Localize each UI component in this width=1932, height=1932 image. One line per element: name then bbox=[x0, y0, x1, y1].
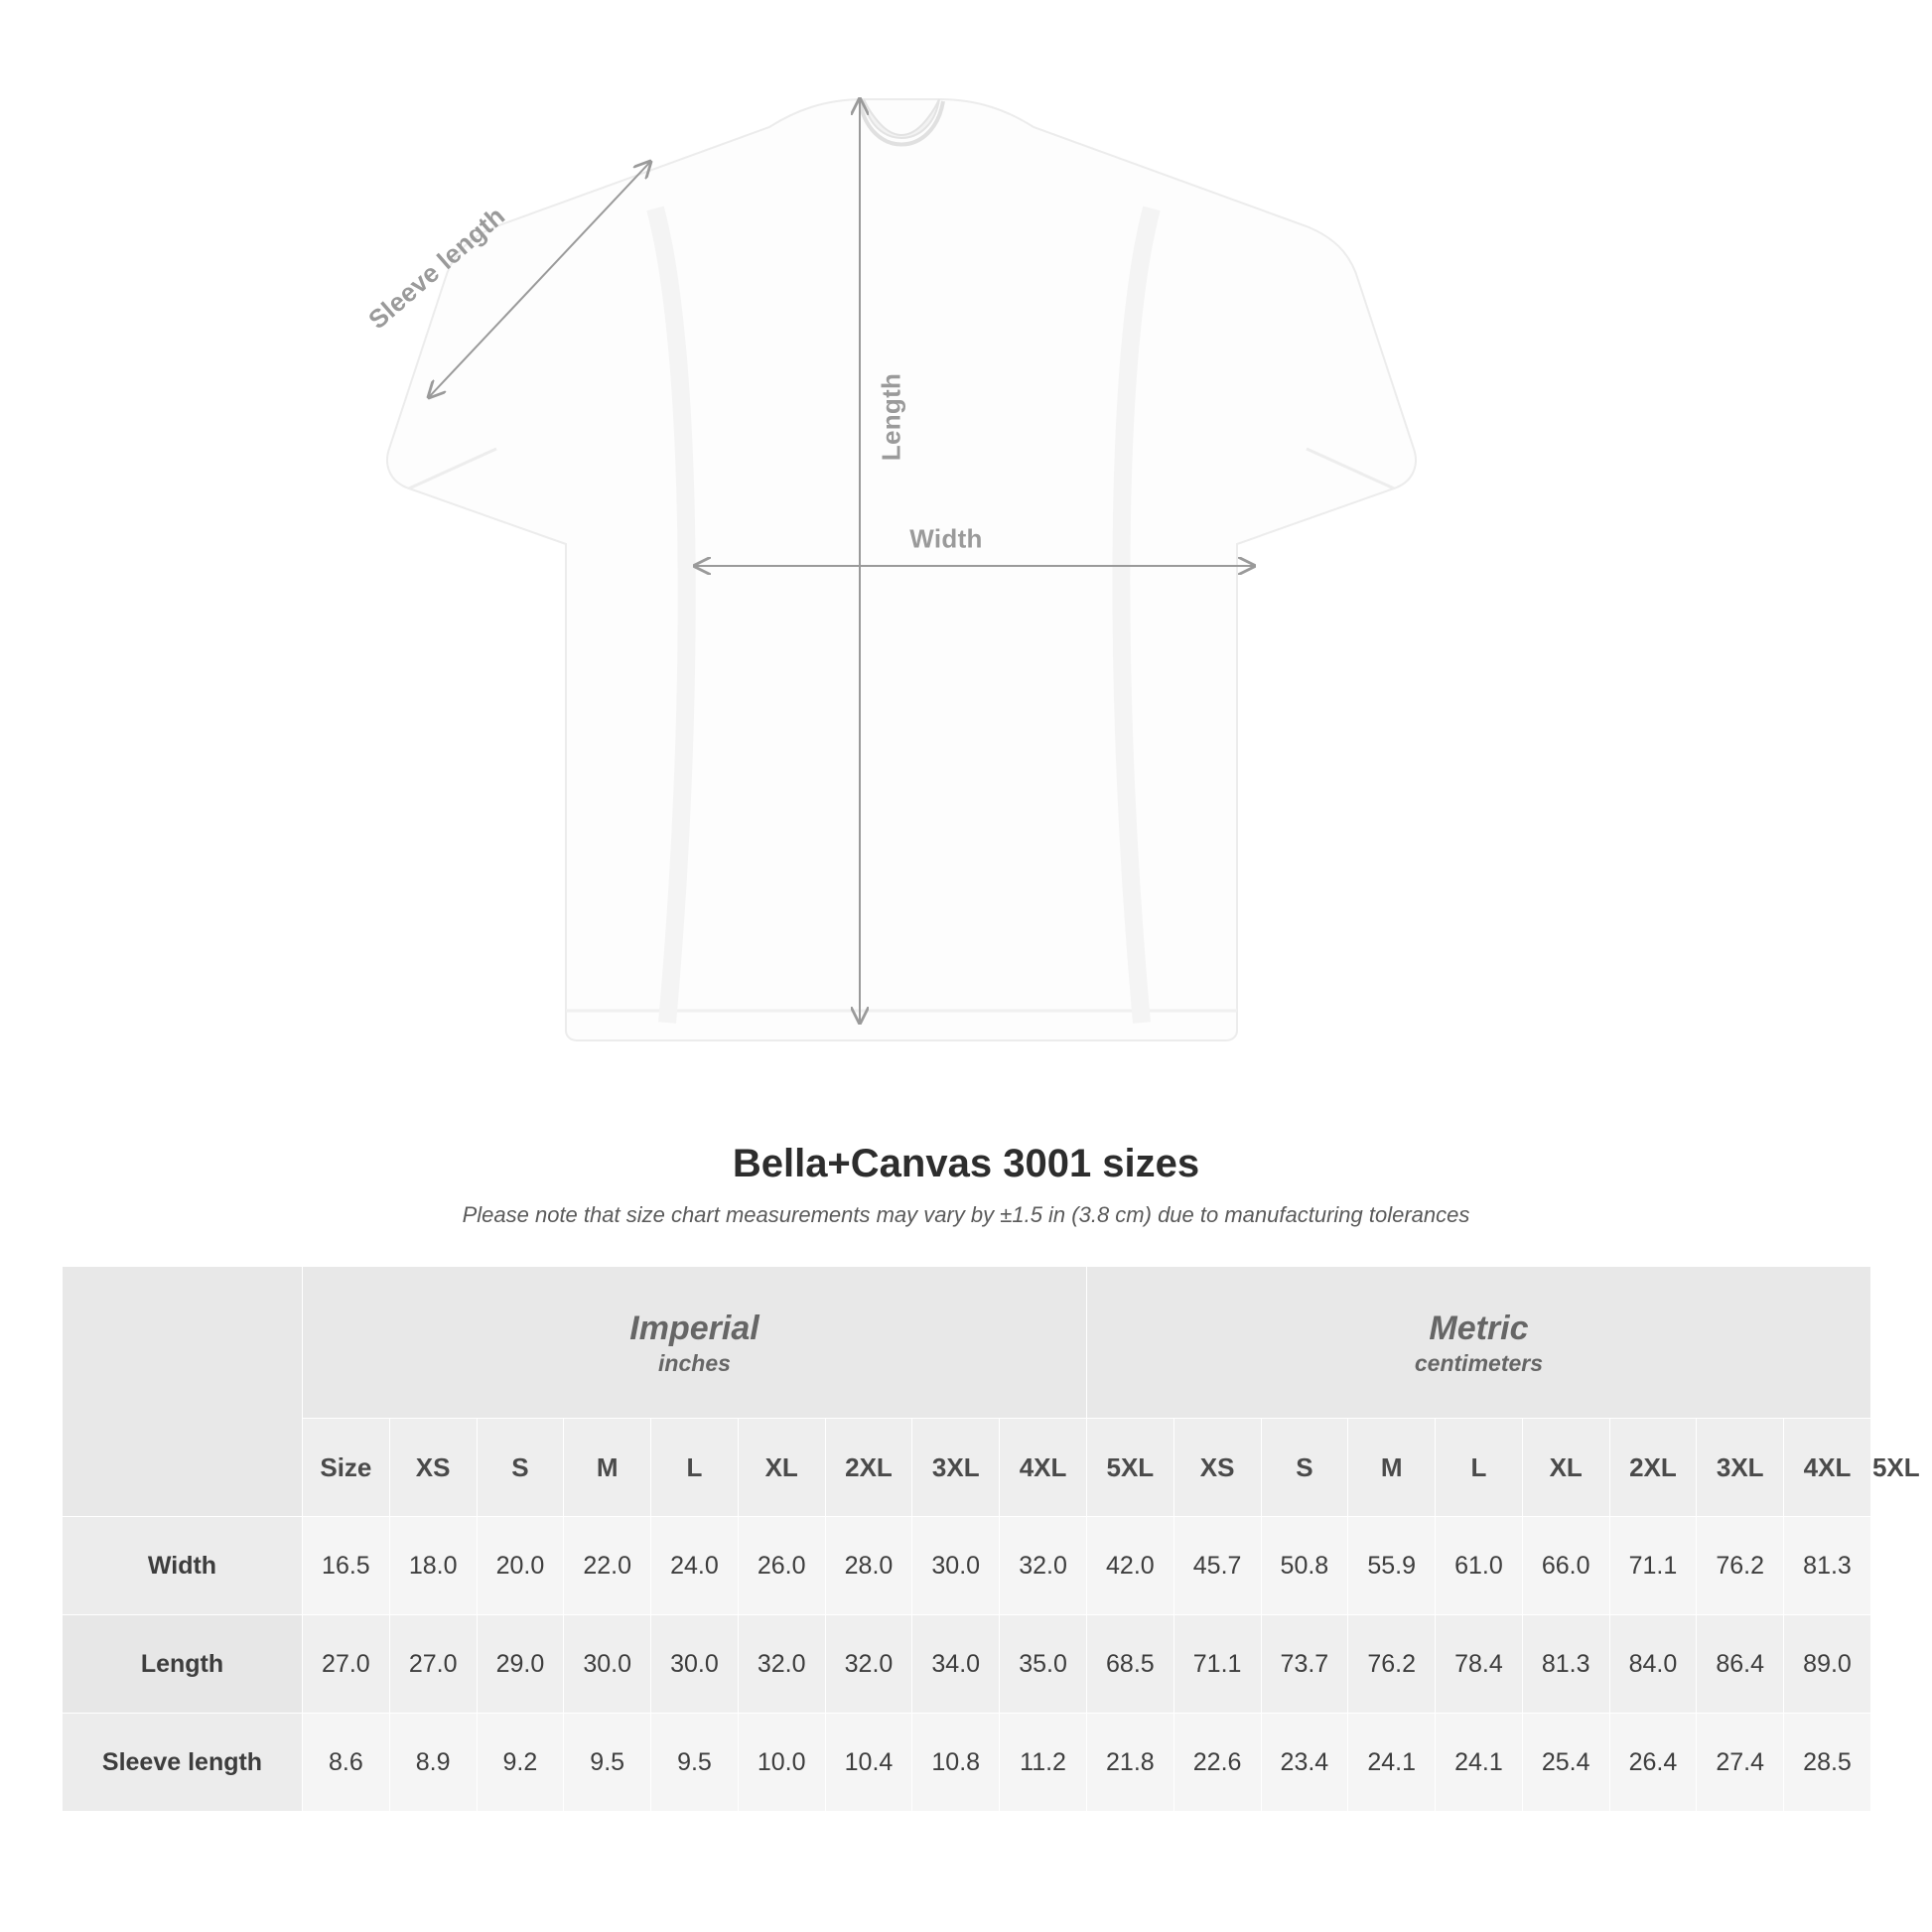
cell-0-16: 76.2 bbox=[1697, 1517, 1784, 1615]
cell-1-7: 34.0 bbox=[912, 1615, 1000, 1714]
metric-name: Metric bbox=[1429, 1310, 1529, 1348]
cell-0-5: 26.0 bbox=[738, 1517, 825, 1615]
table-row bbox=[63, 1714, 1871, 1812]
cell-2-9: 21.8 bbox=[1086, 1714, 1173, 1812]
size-chart-table bbox=[62, 1266, 1920, 1812]
column-header-size: Size bbox=[303, 1419, 390, 1517]
cell-0-7: 30.0 bbox=[912, 1517, 1000, 1615]
cell-1-14: 81.3 bbox=[1522, 1615, 1609, 1714]
column-header-size-12: L bbox=[1436, 1419, 1523, 1517]
cell-2-7: 10.8 bbox=[912, 1714, 1000, 1812]
column-header-size-16: 4XL bbox=[1784, 1419, 1871, 1517]
column-header-size-7: 4XL bbox=[1000, 1419, 1087, 1517]
column-header-size-1: S bbox=[477, 1419, 564, 1517]
cell-1-3: 30.0 bbox=[564, 1615, 651, 1714]
cell-0-13: 61.0 bbox=[1436, 1517, 1523, 1615]
cell-2-12: 24.1 bbox=[1348, 1714, 1436, 1812]
column-header-size-3: L bbox=[651, 1419, 739, 1517]
width-label: Width bbox=[909, 523, 983, 554]
cell-1-4: 30.0 bbox=[651, 1615, 739, 1714]
cell-0-2: 20.0 bbox=[477, 1517, 564, 1615]
cell-2-0: 8.6 bbox=[303, 1714, 390, 1812]
cell-2-4: 9.5 bbox=[651, 1714, 739, 1812]
column-header-size-8: 5XL bbox=[1086, 1419, 1173, 1517]
corner-cell bbox=[63, 1267, 303, 1517]
size-chart-body bbox=[63, 1517, 1871, 1812]
imperial-name: Imperial bbox=[629, 1310, 759, 1348]
title-block bbox=[0, 1142, 1932, 1228]
cell-1-5: 32.0 bbox=[738, 1615, 825, 1714]
column-header-size-6: 3XL bbox=[912, 1419, 1000, 1517]
table-row bbox=[63, 1517, 1871, 1615]
column-header-size-13: XL bbox=[1522, 1419, 1609, 1517]
unit-header-row bbox=[63, 1267, 1871, 1419]
cell-1-2: 29.0 bbox=[477, 1615, 564, 1714]
column-header-size-2: M bbox=[564, 1419, 651, 1517]
cell-0-17: 81.3 bbox=[1784, 1517, 1871, 1615]
cell-1-15: 84.0 bbox=[1609, 1615, 1697, 1714]
column-header-size-11: M bbox=[1348, 1419, 1436, 1517]
cell-0-6: 28.0 bbox=[825, 1517, 912, 1615]
cell-0-15: 71.1 bbox=[1609, 1517, 1697, 1615]
cell-1-6: 32.0 bbox=[825, 1615, 912, 1714]
cell-2-6: 10.4 bbox=[825, 1714, 912, 1812]
cell-0-4: 24.0 bbox=[651, 1517, 739, 1615]
cell-1-11: 73.7 bbox=[1261, 1615, 1348, 1714]
size-chart-table-wrapper bbox=[62, 1266, 1920, 1812]
page-title: Bella+Canvas 3001 sizes bbox=[732, 1142, 1200, 1185]
cell-1-16: 86.4 bbox=[1697, 1615, 1784, 1714]
cell-1-10: 71.1 bbox=[1173, 1615, 1261, 1714]
column-header-size-14: 2XL bbox=[1609, 1419, 1697, 1517]
cell-0-10: 45.7 bbox=[1173, 1517, 1261, 1615]
cell-2-5: 10.0 bbox=[738, 1714, 825, 1812]
cell-0-14: 66.0 bbox=[1522, 1517, 1609, 1615]
cell-0-1: 18.0 bbox=[389, 1517, 477, 1615]
cell-0-3: 22.0 bbox=[564, 1517, 651, 1615]
cell-0-9: 42.0 bbox=[1086, 1517, 1173, 1615]
cell-2-13: 24.1 bbox=[1436, 1714, 1523, 1812]
length-label: Length bbox=[876, 372, 906, 462]
cell-2-14: 25.4 bbox=[1522, 1714, 1609, 1812]
cell-1-9: 68.5 bbox=[1086, 1615, 1173, 1714]
column-header-size-5: 2XL bbox=[825, 1419, 912, 1517]
column-header-size-9: XS bbox=[1173, 1419, 1261, 1517]
cell-2-3: 9.5 bbox=[564, 1714, 651, 1812]
cell-0-11: 50.8 bbox=[1261, 1517, 1348, 1615]
cell-2-17: 28.5 bbox=[1784, 1714, 1871, 1812]
cell-2-8: 11.2 bbox=[1000, 1714, 1087, 1812]
cell-0-8: 32.0 bbox=[1000, 1517, 1087, 1615]
metric-sub: centimeters bbox=[1414, 1349, 1544, 1376]
size-header-row: Size XS S M L XL 2XL 3XL 4XL 5XL XS S M L XL 2XL 3XL 4XL 5XL bbox=[63, 1419, 1871, 1517]
imperial-header bbox=[303, 1267, 1087, 1419]
cell-0-12: 55.9 bbox=[1348, 1517, 1436, 1615]
row-header-width: Width bbox=[63, 1517, 303, 1615]
column-header-size-4: XL bbox=[738, 1419, 825, 1517]
cell-2-2: 9.2 bbox=[477, 1714, 564, 1812]
cell-2-1: 8.9 bbox=[389, 1714, 477, 1812]
column-header-size-10: S bbox=[1261, 1419, 1348, 1517]
sleeve-length-label: Sleeve length bbox=[362, 201, 511, 336]
cell-2-10: 22.6 bbox=[1173, 1714, 1261, 1812]
imperial-sub: inches bbox=[658, 1349, 731, 1376]
tolerance-note: Please note that size chart measurements may vary by ±1.5 in (3.8 cm) due to manufacturing tolerances bbox=[462, 1202, 1470, 1227]
cell-0-0: 16.5 bbox=[303, 1517, 390, 1615]
row-header-length: Length bbox=[63, 1615, 303, 1714]
cell-1-1: 27.0 bbox=[389, 1615, 477, 1714]
shirt-shape bbox=[387, 99, 1416, 1040]
table-row bbox=[63, 1615, 1871, 1714]
cell-1-0: 27.0 bbox=[303, 1615, 390, 1714]
cell-1-17: 89.0 bbox=[1784, 1615, 1871, 1714]
column-header-size-0: XS bbox=[389, 1419, 477, 1517]
row-header-sleeve-length: Sleeve length bbox=[63, 1714, 303, 1812]
metric-header bbox=[1086, 1267, 1870, 1419]
cell-2-15: 26.4 bbox=[1609, 1714, 1697, 1812]
cell-1-12: 76.2 bbox=[1348, 1615, 1436, 1714]
cell-1-8: 35.0 bbox=[1000, 1615, 1087, 1714]
cell-1-13: 78.4 bbox=[1436, 1615, 1523, 1714]
column-header-size-15: 3XL bbox=[1697, 1419, 1784, 1517]
cell-2-11: 23.4 bbox=[1261, 1714, 1348, 1812]
cell-2-16: 27.4 bbox=[1697, 1714, 1784, 1812]
